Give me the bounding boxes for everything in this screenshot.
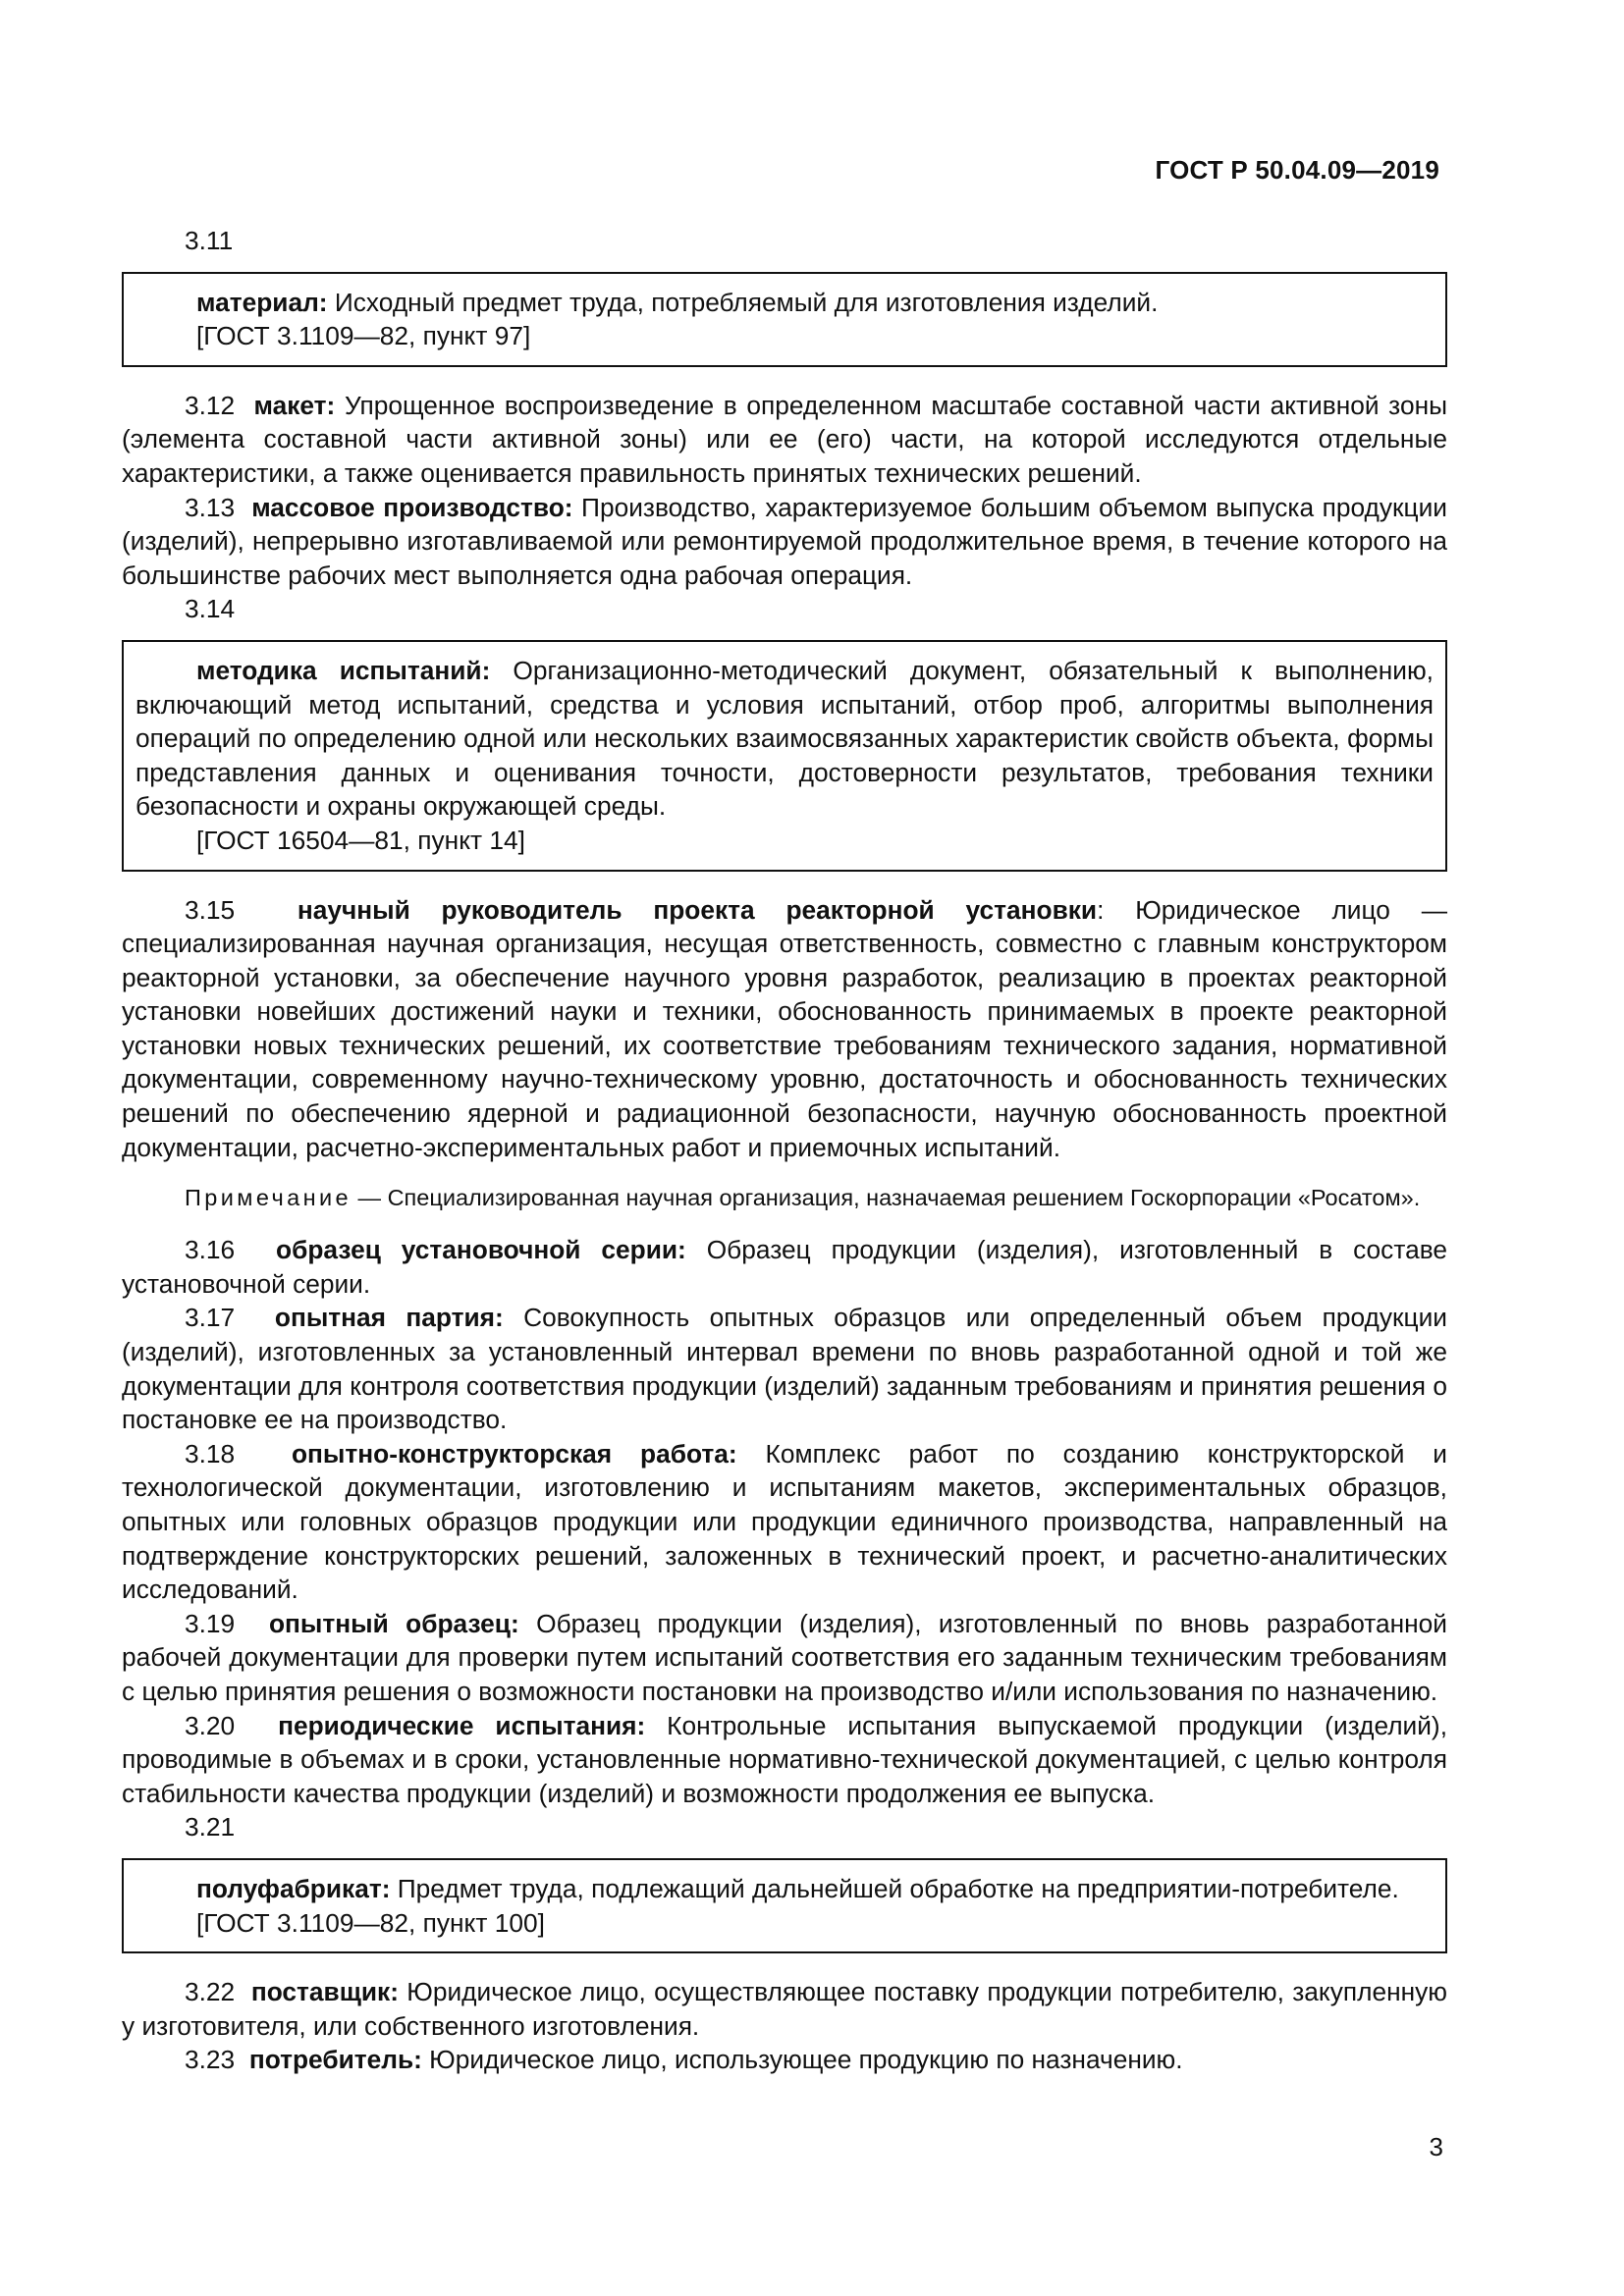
term: научный руководитель проекта реакторной установки — [297, 894, 1098, 925]
source-reference: [ГОСТ 3.1109—82, пункт 100] — [196, 1907, 545, 1938]
note-label: Примечание — [185, 1185, 352, 1211]
definition: Юридическое лицо, осуществляющее поставку продукции потребителю, закупленную у изготовителя, или собственного изготовления. — [122, 1977, 1447, 2041]
document-code-header: ГОСТ Р 50.04.09—2019 — [1155, 155, 1439, 185]
clause-3-23 — [122, 2043, 1447, 2077]
clause-number: 3.22 — [185, 1977, 236, 2007]
clause-3-16 — [122, 1233, 1447, 1301]
clause-3-15 — [122, 893, 1447, 1165]
quoted-definition-box — [122, 272, 1447, 367]
definition: Исходный предмет труда, потребляемый для изготовления изделий. — [327, 287, 1159, 317]
definition: Образец продукции (изделия), изготовленный в составе установочной серии. — [122, 1235, 1447, 1299]
term: потребитель: — [248, 2045, 422, 2075]
definition: Предмет труда, подлежащий дальнейшей обработке на предприятии-потребителе. — [390, 1873, 1399, 1903]
page-content — [122, 224, 1447, 2077]
definition: : Юридическое лицо — специализированная научная организация, несущая ответственность, совместно с главным конструктором реакторной установки, за обеспечение научного уровня разработок, реализацию в проектах реакторной установки новейших достижений науки и техники, обоснованность принимаемых в проекте реакторной установки новых технических решений, их соответствие требованиям технического задания, нормативной документации, современному научно-техническому уровню, достаточность и обоснованность технических решений по обеспечению ядерной и радиационной безопасности, научную обоснованность проектной документации, расчетно-экспериментальных работ и приемочных испытаний. — [122, 894, 1447, 1162]
clause-number: 3.17 — [185, 1303, 236, 1333]
definition: Комплекс работ по созданию конструкторской и технологической документации, изготовлению и испытаниям макетов, экспериментальных образцов, опытных или головных образцов продукции или продукции единичного производства, направленный на подтверждение конструкторских решений, заложенных в технический проект, и расчетно-аналитических исследований. — [122, 1438, 1447, 1605]
clause-3-12 — [122, 389, 1447, 491]
definition: Организационно-методический документ, обязательный к выполнению, включающий метод испытаний, средства и условия испытаний, отбор проб, алгоритмы выполнения операций по определению одной или нескольких взаимосвязанных характеристик свойств объекта, формы представления данных и оценивания точности, достоверности результатов, требования техники безопасности и охраны окружающей среды. — [135, 655, 1434, 822]
term: опытный образец: — [268, 1608, 519, 1638]
clause-number: 3.11 — [185, 226, 234, 255]
term: полуфабрикат: — [196, 1873, 391, 1903]
clause-3-13 — [122, 491, 1447, 593]
clause-number: 3.18 — [185, 1438, 236, 1468]
clause-number: 3.13 — [185, 492, 236, 522]
term: периодические испытания: — [278, 1710, 646, 1740]
quoted-definition-box — [122, 640, 1447, 872]
clause-3-19 — [122, 1607, 1447, 1709]
clause-3-20 — [122, 1709, 1447, 1811]
clause-number: 3.20 — [185, 1710, 236, 1740]
definition: Контрольные испытания выпускаемой продукции (изделий), проводимые в объемах и в сроки, установленные нормативно-технической документацией, с целью контроля стабильности качества продукции (изделий) и возможности продолжения ее выпуска. — [122, 1710, 1447, 1808]
clause-number: 3.19 — [185, 1608, 236, 1638]
source-reference: [ГОСТ 3.1109—82, пункт 97] — [196, 321, 531, 351]
term: методика испытаний: — [196, 655, 491, 685]
clause-number: 3.16 — [185, 1235, 236, 1265]
clause-3-22 — [122, 1975, 1447, 2043]
term: макет: — [253, 390, 336, 420]
clause-number: 3.15 — [185, 894, 236, 925]
definition: Юридическое лицо, использующее продукцию по назначению. — [421, 2045, 1183, 2075]
quoted-definition-box — [122, 1858, 1447, 1953]
term: опытная партия: — [274, 1303, 504, 1333]
clause-3-17 — [122, 1301, 1447, 1436]
page-number: 3 — [1429, 2132, 1443, 2162]
clause-number: 3.21 — [185, 1812, 236, 1842]
clause-number: 3.23 — [185, 2045, 236, 2075]
term: образец установочной серии: — [276, 1235, 686, 1265]
term: опытно-конструкторская работа: — [291, 1438, 737, 1468]
definition: Совокупность опытных образцов или определенный объем продукции (изделий), изготовленных за установленный интервал времени по вновь разработанной одной и той же документации для контроля соответствия продукции (изделий) заданным требованиям и принятия решения о постановке ее на производство. — [122, 1303, 1447, 1435]
term: материал: — [196, 287, 328, 317]
clause-number: 3.14 — [185, 594, 236, 624]
term: массовое производство: — [251, 492, 573, 522]
definition: Образец продукции (изделия), изготовленный по вновь разработанной рабочей документации для проверки путем испытаний соответствия его заданным техническим требованиям с целью принятия решения о возможности постановки на производство и/или использования по назначению. — [122, 1608, 1447, 1706]
definition: Производство, характеризуемое большим объемом выпуска продукции (изделий), непрерывно изготавливаемой или ремонтируемой продолжительное время, в течение которого на большинстве рабочих мест выполняется одна рабочая операция. — [122, 492, 1447, 590]
source-reference: [ГОСТ 16504—81, пункт 14] — [196, 825, 525, 855]
note-text: — Специализированная научная организация, назначаемая решением Госкорпорации «Росатом». — [352, 1185, 1421, 1211]
term: поставщик: — [250, 1977, 399, 2007]
definition: Упрощенное воспроизведение в определенном масштабе составной части активной зоны (элемента составной части активной зоны) или ее (его) части, на которой исследуются отдельные характеристики, а также оценивается правильность принятых технических решений. — [122, 390, 1447, 488]
clause-number: 3.12 — [185, 390, 236, 420]
clause-3-18 — [122, 1437, 1447, 1607]
note — [122, 1182, 1447, 1213]
